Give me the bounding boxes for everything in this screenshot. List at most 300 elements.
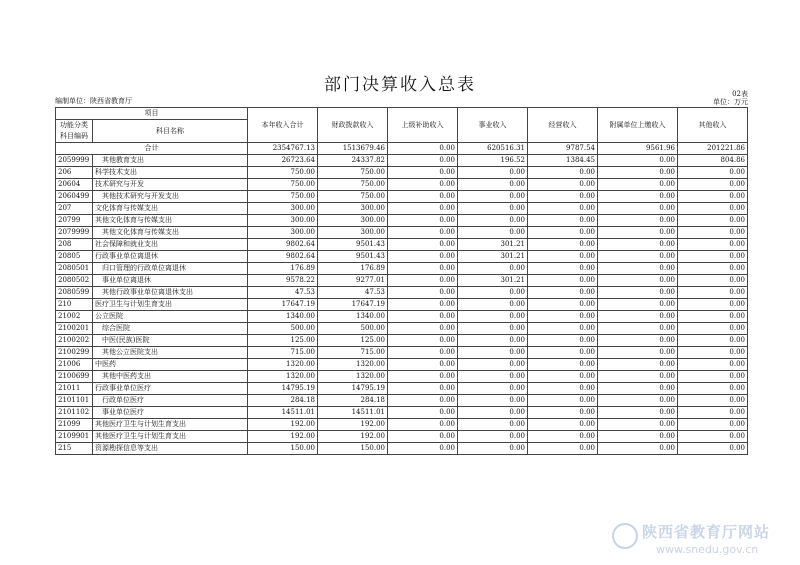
row-code: 206 [56,167,93,179]
revenue-table [55,107,748,455]
value-cell: 0.00 [388,251,458,263]
value-cell: 0.00 [388,383,458,395]
value-cell: 0.00 [678,359,748,371]
value-cell: 0.00 [678,299,748,311]
row-name-cell [93,395,248,407]
value-cell: 176.89 [248,263,318,275]
value-cell: 1340.00 [318,311,388,323]
value-cell: 0.00 [458,191,528,203]
value-cell: 0.00 [678,395,748,407]
row-name: 社会保障和就业支出 [95,240,158,248]
value-cell: 196.52 [458,155,528,167]
value-cell: 0.00 [458,371,528,383]
table-row [56,263,748,275]
row-code: 2101102 [56,407,93,419]
value-cell: 9802.64 [248,239,318,251]
col-header: 经营收入 [528,108,598,143]
value-cell: 0.00 [528,431,598,443]
row-name: 科学技术支出 [95,168,137,176]
table-row [56,227,748,239]
col-header: 本年收入合计 [248,108,318,143]
value-cell: 0.00 [388,359,458,371]
emblem-icon [612,523,638,549]
value-cell: 0.00 [598,335,678,347]
value-cell: 192.00 [248,419,318,431]
row-name-cell [93,347,248,359]
row-name-cell [93,431,248,443]
row-code: 2100699 [56,371,93,383]
page-title: 部门决算收入总表 [324,75,476,95]
value-cell: 300.00 [248,215,318,227]
row-code: 20805 [56,251,93,263]
row-name-cell [93,323,248,335]
value-cell: 9802.64 [248,251,318,263]
value-cell: 0.00 [678,239,748,251]
header-name: 科目名称 [93,120,248,143]
value-cell: 0.00 [598,347,678,359]
value-cell: 0.00 [388,371,458,383]
table-row [56,167,748,179]
watermark-text: 陕西省教育厅网站 [642,523,771,541]
table-row [56,203,748,215]
value-cell: 0.00 [528,407,598,419]
row-code: 2100201 [56,323,93,335]
row-name: 事业单位医疗 [102,408,144,416]
value-cell: 0.00 [678,311,748,323]
value-cell: 0.00 [388,335,458,347]
value-cell: 750.00 [318,179,388,191]
value-cell: 0.00 [388,419,458,431]
value-cell: 0.00 [528,395,598,407]
row-name-cell [93,263,248,275]
row-name: 其他文化体育与传媒支出 [95,216,172,224]
row-name: 其他医疗卫生与计划生育支出 [95,432,186,440]
value-cell: 0.00 [678,287,748,299]
table-row [56,323,748,335]
row-code: 21006 [56,359,93,371]
row-code: 21002 [56,311,93,323]
row-code: 20604 [56,179,93,191]
row-code: 2101101 [56,395,93,407]
value-cell: 26723.64 [248,155,318,167]
value-cell: 0.00 [458,323,528,335]
value-cell: 301.21 [458,251,528,263]
value-cell: 0.00 [458,287,528,299]
col-header: 附属单位上缴收入 [598,108,678,143]
value-cell: 300.00 [248,203,318,215]
row-name: 综合医院 [102,324,130,332]
form-number: 02表 [732,90,748,98]
row-code: 20799 [56,215,93,227]
row-code: 2109901 [56,431,93,443]
unit-label: 单位：万元 [713,98,748,106]
row-name: 文化体育与传媒支出 [95,204,158,212]
row-name: 其他行政事业单位离退休支出 [102,288,193,296]
value-cell: 284.18 [318,395,388,407]
table-row [56,407,748,419]
value-cell: 300.00 [248,227,318,239]
value-cell: 0.00 [388,299,458,311]
value-cell: 0.00 [678,347,748,359]
row-name: 其他公立医院支出 [102,348,158,356]
row-code: 215 [56,443,93,455]
table-row [56,155,748,167]
watermark-url: www.snedu.gov.cn [656,543,759,556]
total-cell: 9561.96 [598,143,678,155]
value-cell: 150.00 [318,443,388,455]
value-cell: 0.00 [458,359,528,371]
value-cell: 0.00 [528,179,598,191]
row-name: 其他医疗卫生与计划生育支出 [95,420,186,428]
value-cell: 0.00 [678,179,748,191]
value-cell: 0.00 [528,167,598,179]
row-code: 2059999 [56,155,93,167]
value-cell: 0.00 [598,311,678,323]
row-name-cell [93,239,248,251]
row-code: 2079999 [56,227,93,239]
row-name: 其他中医药支出 [102,372,151,380]
value-cell: 0.00 [678,167,748,179]
value-cell: 17647.19 [248,299,318,311]
row-name-cell [93,335,248,347]
value-cell: 0.00 [528,299,598,311]
value-cell: 0.00 [678,443,748,455]
value-cell: 0.00 [388,227,458,239]
value-cell: 0.00 [388,407,458,419]
value-cell: 750.00 [248,191,318,203]
value-cell: 0.00 [678,263,748,275]
value-cell: 0.00 [528,251,598,263]
value-cell: 0.00 [598,419,678,431]
value-cell: 0.00 [388,347,458,359]
row-name-cell [93,371,248,383]
total-cell: 9787.54 [528,143,598,155]
value-cell: 0.00 [528,215,598,227]
header-item: 项目 [56,108,248,120]
table-row [56,215,748,227]
total-cell: 2354767.13 [248,143,318,155]
value-cell: 0.00 [458,227,528,239]
value-cell: 300.00 [318,215,388,227]
value-cell: 0.00 [678,251,748,263]
row-name: 中医药 [95,360,116,368]
row-code: 2060499 [56,191,93,203]
org-label: 编制单位：陕西省教育厅 [55,97,132,105]
value-cell: 300.00 [318,227,388,239]
value-cell: 0.00 [678,191,748,203]
value-cell: 0.00 [598,323,678,335]
value-cell: 0.00 [598,179,678,191]
value-cell: 0.00 [528,335,598,347]
row-name-cell [93,191,248,203]
value-cell: 14795.19 [248,383,318,395]
value-cell: 0.00 [388,179,458,191]
table-row [56,179,748,191]
value-cell: 9277.01 [318,275,388,287]
value-cell: 0.00 [678,383,748,395]
value-cell: 0.00 [458,443,528,455]
value-cell: 0.00 [598,299,678,311]
row-name: 中医(民族)医院 [102,336,150,344]
value-cell: 0.00 [388,431,458,443]
value-cell: 0.00 [388,275,458,287]
row-name: 公立医院 [95,312,123,320]
value-cell: 47.53 [318,287,388,299]
value-cell: 0.00 [458,335,528,347]
value-cell: 9578.22 [248,275,318,287]
value-cell: 17647.19 [318,299,388,311]
table-row [56,347,748,359]
value-cell: 715.00 [318,347,388,359]
value-cell: 0.00 [598,215,678,227]
row-code: 2100202 [56,335,93,347]
value-cell: 1320.00 [318,359,388,371]
value-cell: 0.00 [598,443,678,455]
value-cell: 9501.43 [318,239,388,251]
value-cell: 301.21 [458,275,528,287]
value-cell: 125.00 [318,335,388,347]
table-row [56,287,748,299]
value-cell: 500.00 [248,323,318,335]
col-header: 事业收入 [458,108,528,143]
row-name: 行政事业单位医疗 [95,384,151,392]
value-cell: 0.00 [598,275,678,287]
value-cell: 0.00 [678,227,748,239]
row-name-cell [93,443,248,455]
total-label: 合计 [56,143,248,155]
value-cell: 192.00 [318,431,388,443]
row-name-cell [93,251,248,263]
value-cell: 750.00 [248,167,318,179]
value-cell: 0.00 [388,191,458,203]
row-code: 207 [56,203,93,215]
value-cell: 0.00 [458,419,528,431]
value-cell: 0.00 [598,395,678,407]
value-cell: 0.00 [678,275,748,287]
row-code: 21099 [56,419,93,431]
row-code: 2100299 [56,347,93,359]
value-cell: 0.00 [598,203,678,215]
value-cell: 0.00 [388,323,458,335]
value-cell: 0.00 [528,227,598,239]
row-name-cell [93,155,248,167]
value-cell: 0.00 [458,299,528,311]
value-cell: 0.00 [458,347,528,359]
value-cell: 0.00 [598,191,678,203]
value-cell: 300.00 [318,203,388,215]
value-cell: 0.00 [458,215,528,227]
value-cell: 500.00 [318,323,388,335]
table-row [56,419,748,431]
table-row [56,383,748,395]
value-cell: 0.00 [388,443,458,455]
value-cell: 192.00 [318,419,388,431]
site-watermark [612,519,792,559]
value-cell: 0.00 [458,395,528,407]
value-cell: 24337.82 [318,155,388,167]
value-cell: 0.00 [388,215,458,227]
row-name-cell [93,179,248,191]
value-cell: 0.00 [458,203,528,215]
value-cell: 0.00 [388,287,458,299]
value-cell: 14511.01 [248,407,318,419]
table-row [56,251,748,263]
value-cell: 0.00 [528,239,598,251]
header-code: 功能分类科目编码 [56,120,93,143]
value-cell: 0.00 [458,167,528,179]
row-name-cell [93,419,248,431]
row-name-cell [93,299,248,311]
value-cell: 1320.00 [318,371,388,383]
table-row [56,191,748,203]
row-name-cell [93,203,248,215]
row-name-cell [93,215,248,227]
row-code: 2080502 [56,275,93,287]
value-cell: 0.00 [678,371,748,383]
value-cell: 0.00 [528,275,598,287]
value-cell: 0.00 [678,419,748,431]
value-cell: 9501.43 [318,251,388,263]
value-cell: 0.00 [528,359,598,371]
row-name-cell [93,383,248,395]
value-cell: 1340.00 [248,311,318,323]
row-name: 其他技术研究与开发支出 [102,192,179,200]
total-row [56,143,748,155]
table-row [56,371,748,383]
value-cell: 47.53 [248,287,318,299]
table-row [56,359,748,371]
total-cell: 201221.86 [678,143,748,155]
value-cell: 750.00 [318,167,388,179]
table-row [56,275,748,287]
value-cell: 0.00 [458,407,528,419]
value-cell: 0.00 [458,383,528,395]
value-cell: 0.00 [388,155,458,167]
row-name: 其他教育支出 [102,156,144,164]
value-cell: 804.86 [678,155,748,167]
value-cell: 0.00 [528,371,598,383]
table-row [56,443,748,455]
value-cell: 0.00 [528,287,598,299]
row-name-cell [93,311,248,323]
value-cell: 0.00 [388,239,458,251]
total-cell: 620516.31 [458,143,528,155]
value-cell: 0.00 [598,287,678,299]
value-cell: 0.00 [598,263,678,275]
row-code: 2080501 [56,263,93,275]
total-cell: 0.00 [388,143,458,155]
value-cell: 0.00 [528,191,598,203]
value-cell: 0.00 [528,419,598,431]
value-cell: 0.00 [678,335,748,347]
col-header: 其他收入 [678,108,748,143]
table-row [56,239,748,251]
value-cell: 0.00 [528,203,598,215]
row-name: 资源勘探信息等支出 [95,444,158,452]
value-cell: 0.00 [528,383,598,395]
row-name: 行政事业单位离退休 [95,252,158,260]
value-cell: 0.00 [678,431,748,443]
value-cell: 0.00 [678,407,748,419]
row-name: 行政单位医疗 [102,396,144,404]
value-cell: 0.00 [458,431,528,443]
value-cell: 0.00 [598,371,678,383]
row-code: 2080599 [56,287,93,299]
value-cell: 284.18 [248,395,318,407]
table-row [56,431,748,443]
row-name-cell [93,227,248,239]
col-header: 上级补助收入 [388,108,458,143]
row-name-cell [93,287,248,299]
value-cell: 0.00 [598,359,678,371]
value-cell: 0.00 [528,347,598,359]
value-cell: 1320.00 [248,359,318,371]
value-cell: 176.89 [318,263,388,275]
value-cell: 0.00 [388,311,458,323]
row-name-cell [93,407,248,419]
value-cell: 14511.01 [318,407,388,419]
value-cell: 0.00 [528,443,598,455]
value-cell: 0.00 [598,383,678,395]
total-cell: 1513679.46 [318,143,388,155]
value-cell: 0.00 [678,323,748,335]
row-name: 技术研究与开发 [95,180,144,188]
table-row [56,299,748,311]
value-cell: 1384.45 [528,155,598,167]
value-cell: 750.00 [318,191,388,203]
value-cell: 0.00 [598,155,678,167]
value-cell: 0.00 [598,239,678,251]
value-cell: 750.00 [248,179,318,191]
value-cell: 0.00 [598,227,678,239]
value-cell: 0.00 [528,323,598,335]
value-cell: 0.00 [388,263,458,275]
row-code: 21011 [56,383,93,395]
col-header: 财政拨款收入 [318,108,388,143]
value-cell: 0.00 [388,167,458,179]
value-cell: 0.00 [598,431,678,443]
value-cell: 0.00 [598,251,678,263]
table-row [56,311,748,323]
value-cell: 1320.00 [248,371,318,383]
value-cell: 0.00 [388,203,458,215]
value-cell: 14795.19 [318,383,388,395]
value-cell: 192.00 [248,431,318,443]
row-name-cell [93,167,248,179]
value-cell: 715.00 [248,347,318,359]
value-cell: 0.00 [678,215,748,227]
row-name: 归口管理的行政单位离退休 [102,264,186,272]
row-name-cell [93,359,248,371]
value-cell: 0.00 [678,203,748,215]
value-cell: 0.00 [458,311,528,323]
value-cell: 150.00 [248,443,318,455]
table-row [56,395,748,407]
value-cell: 0.00 [598,407,678,419]
value-cell: 0.00 [458,179,528,191]
table-row [56,335,748,347]
value-cell: 0.00 [598,167,678,179]
row-code: 208 [56,239,93,251]
row-code: 210 [56,299,93,311]
value-cell: 301.21 [458,239,528,251]
value-cell: 125.00 [248,335,318,347]
row-name-cell [93,275,248,287]
value-cell: 0.00 [458,263,528,275]
value-cell: 0.00 [388,395,458,407]
row-name: 其他文化体育与传媒支出 [102,228,179,236]
value-cell: 0.00 [528,263,598,275]
